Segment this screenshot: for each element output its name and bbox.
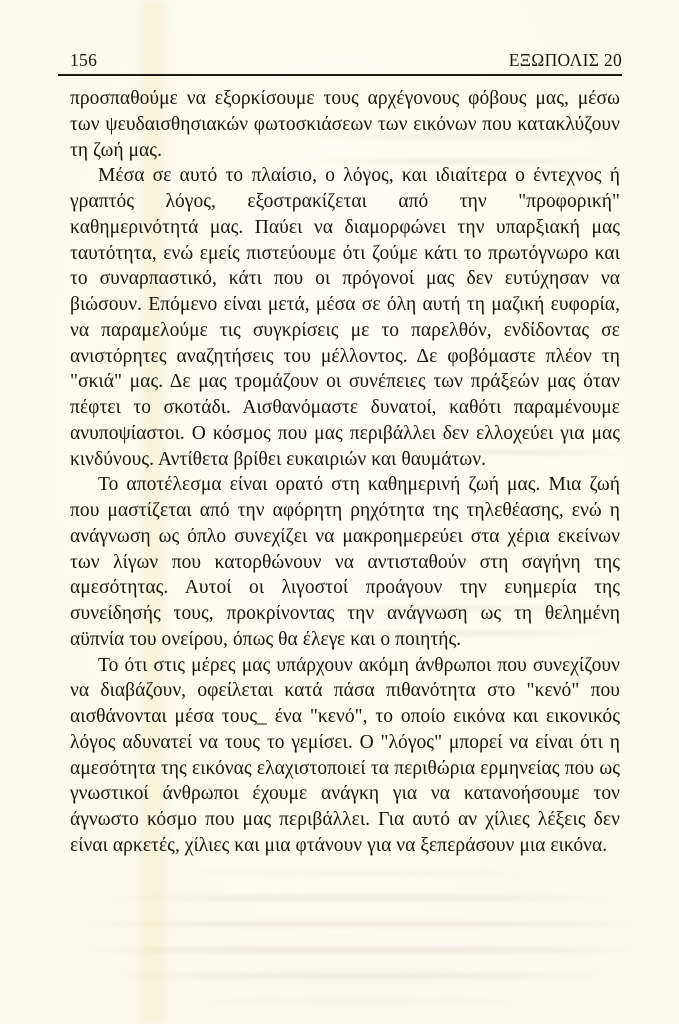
paragraph: Το αποτέλεσμα είναι ορατό στη καθημερινή ζωή μας. Μια ζωή που μαστίζεται από την αφόρητη ρηχότητα της τηλεθέασης, ενώ η ανάγνωση ως όπλο συνεχίζει να μακροημερεύει στα χέρια εκείνων των λίγων που κατορθώνουν να αντισταθούν στη σαγήνη της αμεσότητας. Αυτοί οι λιγοστοί προάγουν την ευημερία της συνείδησής τους, προκρίνοντας την ανάγνωση ως τη θελημένη αϋπνία του ονείρου, όπως θα έλεγε και ο ποιητής. [70, 474, 620, 650]
journal-title: ΕΞΩΠΟΛΙΣ 20 [508, 50, 622, 70]
running-header [58, 50, 622, 76]
body-text-column [70, 86, 620, 859]
paragraph: Μέσα σε αυτό το πλαίσιο, ο λόγος, και ιδιαίτερα ο έντεχνος ή γραπτός λόγος, εξοστρακίζεται από την "προφορική" καθημερινότητά μας. Παύει να διαμορφώνει την υπαρξιακή μας ταυτότητα, ενώ εμείς πιστεύουμε ότι ζούμε κάτι το πρωτόγνωρο και το συναρπαστικό, κάτι που οι πρόγονοί μας δεν ευτύχησαν να βιώσουν. Επόμενο είναι μετά, μέσα σε όλη αυτή τη μαζική ευφορία, να παραμελούμε τις συγκρίσεις με το παρελθόν, ενδίδοντας σε ανιστόρητες αναζητήσεις του μέλλοντος. Δε φοβόμαστε πλέον τη "σκιά" μας. Δε μας τρομάζουν οι συνέπειες των πράξεών μας όταν πέφτει το σκοτάδι. Αισθανόμαστε δυνατοί, καθότι παραμένουμε ανυποψίαστοι. Ο κόσμος που μας περιβάλλει δεν ελλοχεύει για μας κινδύνους. Αντίθετα βρίθει ευκαιριών και θαυμάτων. [70, 165, 620, 470]
paragraph-continuation: προσπαθούμε να εξορκίσουμε τους αρχέγονους φόβους μας, μέσω των ψευδαισθησιακών φωτοσκιάσεων των εικόνων που κατακλύζουν τη ζωή μας. [70, 88, 620, 161]
paragraph: Το ότι στις μέρες μας υπάρχουν ακόμη άνθρωποι που συνεχίζουν να διαβάζουν, οφείλεται κατά πάσα πιθανότητα στο "κενό" που αισθάνονται μέσα τους_ ένα "κενό", το οποίο εικόνα και εικονικός λόγος αδυνατεί να τους το γεμίσει. Ο "λόγος" μπορεί να είναι ότι η αμεσότητα της εικόνας ελαχιστοποιεί τα περιθώρια ερμηνείας που ως γνωστικοί άνθρωποι έχουμε ανάγκη για να κατανοήσουμε τον άγνωστο κόσμο που μας περιβάλλει. Για αυτό αν χίλιες λέξεις δεν είναι αρκετές, χίλιες και μια φτάνουν για να ξεπεράσουν μια εικόνα. [70, 654, 620, 856]
bleed-through-artifact [90, 862, 630, 1012]
page-number: 156 [70, 50, 98, 70]
